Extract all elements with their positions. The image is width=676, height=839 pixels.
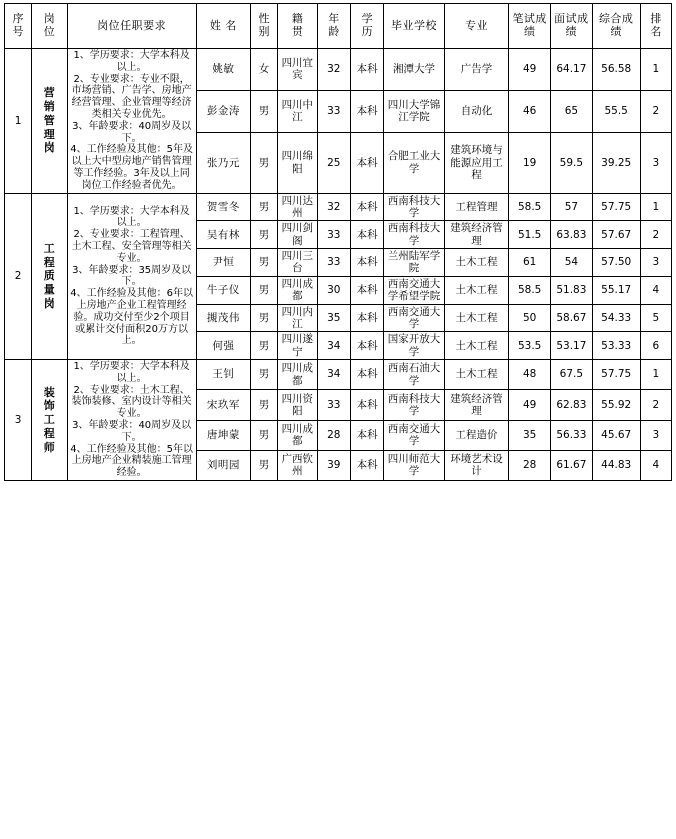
table-header-row: [5, 4, 672, 49]
cell-written-score: 53.5: [509, 332, 551, 360]
cell-rank: 3: [640, 420, 671, 450]
cell-written-score: 19: [509, 132, 551, 193]
column-header-interview-score: 面试成绩: [551, 4, 593, 49]
cell-origin: 四川达州: [278, 193, 318, 221]
cell-school: 西南科技大学: [384, 390, 444, 420]
cell-name: 牛子仪: [196, 276, 250, 304]
cell-education: 本科: [350, 249, 383, 277]
cell-origin: 四川绵阳: [278, 132, 318, 193]
cell-major: 土木工程: [444, 360, 509, 390]
cell-interview-score: 63.83: [551, 221, 593, 249]
cell-written-score: 28: [509, 450, 551, 480]
cell-interview-score: 62.83: [551, 390, 593, 420]
cell-sex: 男: [250, 193, 277, 221]
table-header: [5, 4, 672, 49]
column-header-age: [317, 4, 350, 49]
cell-origin: 四川剑阁: [278, 221, 318, 249]
cell-requirements: [67, 360, 196, 481]
cell-age: 30: [317, 276, 350, 304]
cell-major: 工程管理: [444, 193, 509, 221]
cell-written-score: 51.5: [509, 221, 551, 249]
cell-total-score: 57.75: [592, 360, 640, 390]
cell-interview-score: 59.5: [551, 132, 593, 193]
cell-total-score: 45.67: [592, 420, 640, 450]
cell-seq: 1: [5, 49, 32, 194]
cell-rank: 3: [640, 132, 671, 193]
recruitment-results-table: [4, 3, 672, 481]
requirement-line: 3、年龄要求：40周岁及以下。: [72, 420, 192, 443]
cell-major: 土木工程: [444, 249, 509, 277]
cell-major: 自动化: [444, 90, 509, 132]
cell-age: 34: [317, 332, 350, 360]
column-header-total-score: 综合成绩: [592, 4, 640, 49]
column-header-post: [32, 4, 67, 49]
column-header-written-score: 笔试成绩: [509, 4, 551, 49]
requirement-line: 2、专业要求：工程管理、土木工程、安全管理等相关专业。: [71, 229, 192, 264]
cell-major: 广告学: [444, 49, 509, 91]
cell-post: [32, 193, 67, 360]
column-header-age-text: 年龄: [328, 12, 340, 38]
cell-sex: 男: [250, 450, 277, 480]
cell-post-text: 工程质量岗: [43, 241, 56, 310]
cell-interview-score: 53.17: [551, 332, 593, 360]
column-header-post-text: 岗位: [43, 12, 56, 38]
cell-age: 33: [317, 221, 350, 249]
column-header-school: 毕业学校: [384, 4, 444, 49]
cell-requirements: [67, 193, 196, 360]
cell-total-score: 53.33: [592, 332, 640, 360]
table-row: [5, 49, 672, 91]
column-header-education: [350, 4, 383, 49]
cell-name: 何强: [196, 332, 250, 360]
cell-rank: 6: [640, 332, 671, 360]
cell-sex: 男: [250, 276, 277, 304]
cell-rank: 1: [640, 49, 671, 91]
column-header-rank-text: 排名: [650, 12, 662, 38]
cell-school: 国家开放大学: [384, 332, 444, 360]
cell-total-score: 39.25: [592, 132, 640, 193]
cell-origin: 四川成都: [278, 360, 318, 390]
cell-age: 39: [317, 450, 350, 480]
cell-education: 本科: [350, 193, 383, 221]
cell-origin: 广西钦州: [278, 450, 318, 480]
cell-school: 湘潭大学: [384, 49, 444, 91]
column-header-education-text: 学历: [361, 12, 374, 38]
cell-total-score: 57.50: [592, 249, 640, 277]
cell-rank: 2: [640, 221, 671, 249]
cell-total-score: 55.17: [592, 276, 640, 304]
cell-written-score: 58.5: [509, 276, 551, 304]
cell-origin: 四川内江: [278, 304, 318, 332]
cell-age: 25: [317, 132, 350, 193]
cell-written-score: 49: [509, 49, 551, 91]
cell-school: 四川师范大学: [384, 450, 444, 480]
cell-total-score: 57.75: [592, 193, 640, 221]
cell-written-score: 61: [509, 249, 551, 277]
column-header-major: 专业: [444, 4, 509, 49]
column-header-origin: [278, 4, 318, 49]
cell-written-score: 46: [509, 90, 551, 132]
cell-age: 33: [317, 90, 350, 132]
cell-origin: 四川中江: [278, 90, 318, 132]
requirement-line: 4、工作经验及其他：5年及以上大中型房地产销售管理等工作经验。3年及以上同岗位工作经验者优先。: [70, 144, 193, 191]
cell-major: 土木工程: [444, 332, 509, 360]
cell-post: [32, 49, 67, 194]
requirement-line: 4、工作经验及其他：5年以上房地产企业精装施工管理经验。: [70, 443, 193, 479]
requirement-line: 1、学历要求：大学本科及以上。: [73, 50, 190, 73]
cell-total-score: 44.83: [592, 450, 640, 480]
cell-written-score: 49: [509, 390, 551, 420]
cell-interview-score: 67.5: [551, 360, 593, 390]
cell-education: 本科: [350, 420, 383, 450]
cell-school: 西南石油大学: [384, 360, 444, 390]
table-row: [5, 360, 672, 390]
requirement-line: 4、工作经验及其他：6年以上房地产企业工程管理经验。成功交付至少2个项目或累计交付面积20万方以上。: [70, 288, 193, 347]
cell-name: 刘明园: [196, 450, 250, 480]
cell-name: 宋玖军: [196, 390, 250, 420]
cell-school: 西南交通大学: [384, 420, 444, 450]
cell-post-text: 装饰工程师: [43, 385, 56, 454]
cell-name: 唐坤蒙: [196, 420, 250, 450]
cell-origin: 四川遂宁: [278, 332, 318, 360]
column-header-origin-text: 籍贯: [291, 12, 304, 38]
table-row: [5, 193, 672, 221]
cell-school: 合肥工业大学: [384, 132, 444, 193]
cell-name: 彭金涛: [196, 90, 250, 132]
cell-age: 28: [317, 420, 350, 450]
cell-interview-score: 51.83: [551, 276, 593, 304]
cell-major: 土木工程: [444, 276, 509, 304]
cell-education: 本科: [350, 332, 383, 360]
cell-education: 本科: [350, 132, 383, 193]
cell-school: 西南交通大学希望学院: [384, 276, 444, 304]
requirement-line: 3、年龄要求：40周岁及以下。: [72, 120, 192, 144]
cell-interview-score: 58.67: [551, 304, 593, 332]
cell-sex: 男: [250, 420, 277, 450]
cell-total-score: 57.67: [592, 221, 640, 249]
cell-education: 本科: [350, 450, 383, 480]
cell-school: 兰州陆军学院: [384, 249, 444, 277]
cell-post-text: 营销管理岗: [43, 86, 56, 155]
cell-name: 王钊: [196, 360, 250, 390]
cell-post: [32, 360, 67, 481]
cell-rank: 2: [640, 90, 671, 132]
cell-interview-score: 57: [551, 193, 593, 221]
cell-major: 工程造价: [444, 420, 509, 450]
cell-origin: 四川成都: [278, 420, 318, 450]
cell-age: 32: [317, 49, 350, 91]
cell-seq: 3: [5, 360, 32, 481]
cell-origin: 四川三台: [278, 249, 318, 277]
cell-sex: 男: [250, 390, 277, 420]
cell-seq: 2: [5, 193, 32, 360]
cell-education: 本科: [350, 276, 383, 304]
cell-age: 33: [317, 249, 350, 277]
cell-age: 35: [317, 304, 350, 332]
cell-name: 吴有林: [196, 221, 250, 249]
cell-interview-score: 56.33: [551, 420, 593, 450]
cell-education: 本科: [350, 49, 383, 91]
cell-sex: 男: [250, 90, 277, 132]
cell-rank: 1: [640, 193, 671, 221]
cell-school: 西南科技大学: [384, 221, 444, 249]
cell-education: 本科: [350, 360, 383, 390]
column-header-name: 姓 名: [196, 4, 250, 49]
cell-interview-score: 64.17: [551, 49, 593, 91]
cell-sex: 女: [250, 49, 277, 91]
column-header-seq-text: 序号: [12, 12, 25, 38]
column-header-sex-text: 性别: [258, 12, 270, 38]
cell-school: 西南交通大学: [384, 304, 444, 332]
cell-education: 本科: [350, 304, 383, 332]
cell-written-score: 50: [509, 304, 551, 332]
cell-major: 土木工程: [444, 304, 509, 332]
cell-sex: 男: [250, 221, 277, 249]
cell-sex: 男: [250, 360, 277, 390]
requirement-line: 2、专业要求：专业不限，市场营销、广告学、房地产经营管理、企业管理等经济类相关专业优先。: [71, 73, 192, 120]
cell-total-score: 55.92: [592, 390, 640, 420]
cell-school: 四川大学锦江学院: [384, 90, 444, 132]
cell-school: 西南科技大学: [384, 193, 444, 221]
cell-name: 贺雪冬: [196, 193, 250, 221]
cell-origin: 四川宜宾: [278, 49, 318, 91]
cell-education: 本科: [350, 90, 383, 132]
cell-major: 环境艺术设计: [444, 450, 509, 480]
cell-interview-score: 61.67: [551, 450, 593, 480]
cell-interview-score: 54: [551, 249, 593, 277]
cell-name: 尹恒: [196, 249, 250, 277]
cell-total-score: 55.5: [592, 90, 640, 132]
cell-rank: 5: [640, 304, 671, 332]
table-body: [5, 49, 672, 481]
requirement-line: 3、年龄要求：35周岁及以下。: [72, 264, 192, 288]
column-header-seq: [5, 4, 32, 49]
cell-written-score: 48: [509, 360, 551, 390]
column-header-sex: [250, 4, 277, 49]
cell-sex: 男: [250, 332, 277, 360]
cell-age: 32: [317, 193, 350, 221]
cell-education: 本科: [350, 221, 383, 249]
cell-rank: 4: [640, 276, 671, 304]
cell-education: 本科: [350, 390, 383, 420]
cell-major: 建筑经济管理: [444, 390, 509, 420]
cell-age: 33: [317, 390, 350, 420]
cell-name: 张乃元: [196, 132, 250, 193]
column-header-requirements: 岗位任职要求: [67, 4, 196, 49]
cell-sex: 男: [250, 304, 277, 332]
cell-requirements: [67, 49, 196, 194]
cell-total-score: 54.33: [592, 304, 640, 332]
cell-rank: 3: [640, 249, 671, 277]
cell-rank: 2: [640, 390, 671, 420]
column-header-rank: [640, 4, 671, 49]
cell-sex: 男: [250, 132, 277, 193]
cell-major: 建筑环境与能源应用工程: [444, 132, 509, 193]
cell-name: 摫茂伟: [196, 304, 250, 332]
cell-total-score: 56.58: [592, 49, 640, 91]
cell-sex: 男: [250, 249, 277, 277]
cell-origin: 四川资阳: [278, 390, 318, 420]
cell-written-score: 58.5: [509, 193, 551, 221]
requirement-line: 1、学历要求：大学本科及以上。: [73, 361, 190, 384]
requirement-line: 1、学历要求：大学本科及以上。: [73, 205, 190, 229]
cell-rank: 4: [640, 450, 671, 480]
cell-interview-score: 65: [551, 90, 593, 132]
requirement-line: 2、专业要求：土木工程、装饰装修、室内设计等相关专业。: [71, 384, 192, 420]
cell-major: 建筑经济管理: [444, 221, 509, 249]
cell-written-score: 35: [509, 420, 551, 450]
cell-origin: 四川成都: [278, 276, 318, 304]
cell-name: 姚敏: [196, 49, 250, 91]
cell-age: 34: [317, 360, 350, 390]
cell-rank: 1: [640, 360, 671, 390]
